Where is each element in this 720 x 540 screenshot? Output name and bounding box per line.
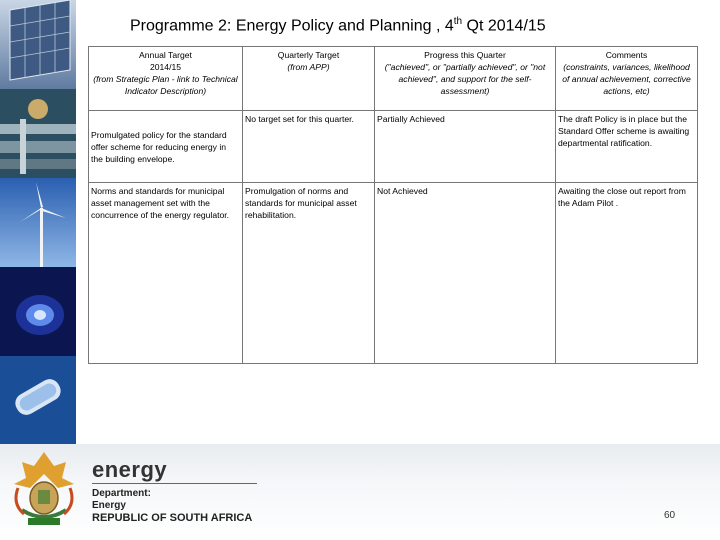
gas-flame-image (0, 267, 76, 356)
header-progress (375, 47, 556, 111)
row1-progress-text: Partially Achieved (377, 114, 445, 124)
side-photo-strip (0, 0, 76, 444)
page-title (130, 16, 546, 35)
coat-of-arms-logo (8, 448, 80, 532)
header-progress-note: ("achieved", or "partially achieved", or "not achieved", and support for the self-assessment) (384, 62, 546, 96)
row2-annual-text: Norms and standards for municipal asset management set with the concurrence of the energy regulator. (91, 186, 230, 220)
brand-wordmark: energy (92, 457, 168, 482)
department-line2: Energy (92, 500, 126, 511)
row1-comments-text: The draft Policy is in place but the Standard Offer scheme is awaiting departmental ratification. (558, 114, 690, 148)
row1-quarterly (243, 111, 375, 183)
title-text: Programme 2: Energy Policy and Planning , 4 (130, 17, 454, 35)
row2-comments (556, 183, 698, 364)
department-label (92, 488, 151, 512)
wind-turbine-image (0, 178, 76, 267)
row2-annual (89, 183, 243, 364)
header-annual-year: 2014/15 (149, 62, 182, 72)
pipeline-image (0, 89, 76, 178)
solar-panel-image (0, 0, 76, 89)
row1-progress (375, 111, 556, 183)
programme-table (88, 46, 698, 364)
row2-quarterly (243, 183, 375, 364)
row1-quarterly-text: No target set for this quarter. (245, 114, 354, 124)
country-label: REPUBLIC OF SOUTH AFRICA (92, 512, 253, 524)
header-annual-target (89, 47, 243, 111)
row2-progress-text: Not Achieved (377, 186, 428, 196)
header-quarterly-label: Quarterly Target (277, 50, 340, 60)
header-quarterly-note: (from APP) (287, 62, 330, 72)
table-row (89, 111, 698, 183)
header-comments-note: (constraints, variances, likelihood of annual achievement, corrective actions, etc) (562, 62, 691, 96)
header-comments-label: Comments (605, 50, 648, 60)
row2-progress (375, 183, 556, 364)
brand-divider (92, 483, 257, 484)
row2-quarterly-text: Promulgation of norms and standards for municipal asset rehabilitation. (245, 186, 357, 220)
header-quarterly-target (243, 47, 375, 111)
header-annual-label: Annual Target (139, 50, 192, 60)
page-number: 60 (664, 510, 676, 521)
row1-annual (89, 111, 243, 183)
row2-comments-text: Awaiting the close out report from the Adam Pilot . (558, 186, 686, 208)
header-progress-label: Progress this Quarter (424, 50, 506, 60)
header-comments (556, 47, 698, 111)
title-superscript: th (453, 16, 463, 27)
row1-annual-text: Promulgated policy for the standard offer scheme for reducing energy in the building envelope. (91, 130, 227, 164)
title-suffix: Qt 2014/15 (462, 17, 546, 35)
department-line1: Department: (92, 488, 151, 499)
row1-comments (556, 111, 698, 183)
header-annual-note: (from Strategic Plan - link to Technical Indicator Description) (93, 74, 238, 96)
light-tube-image (0, 356, 76, 444)
table-row (89, 183, 698, 364)
